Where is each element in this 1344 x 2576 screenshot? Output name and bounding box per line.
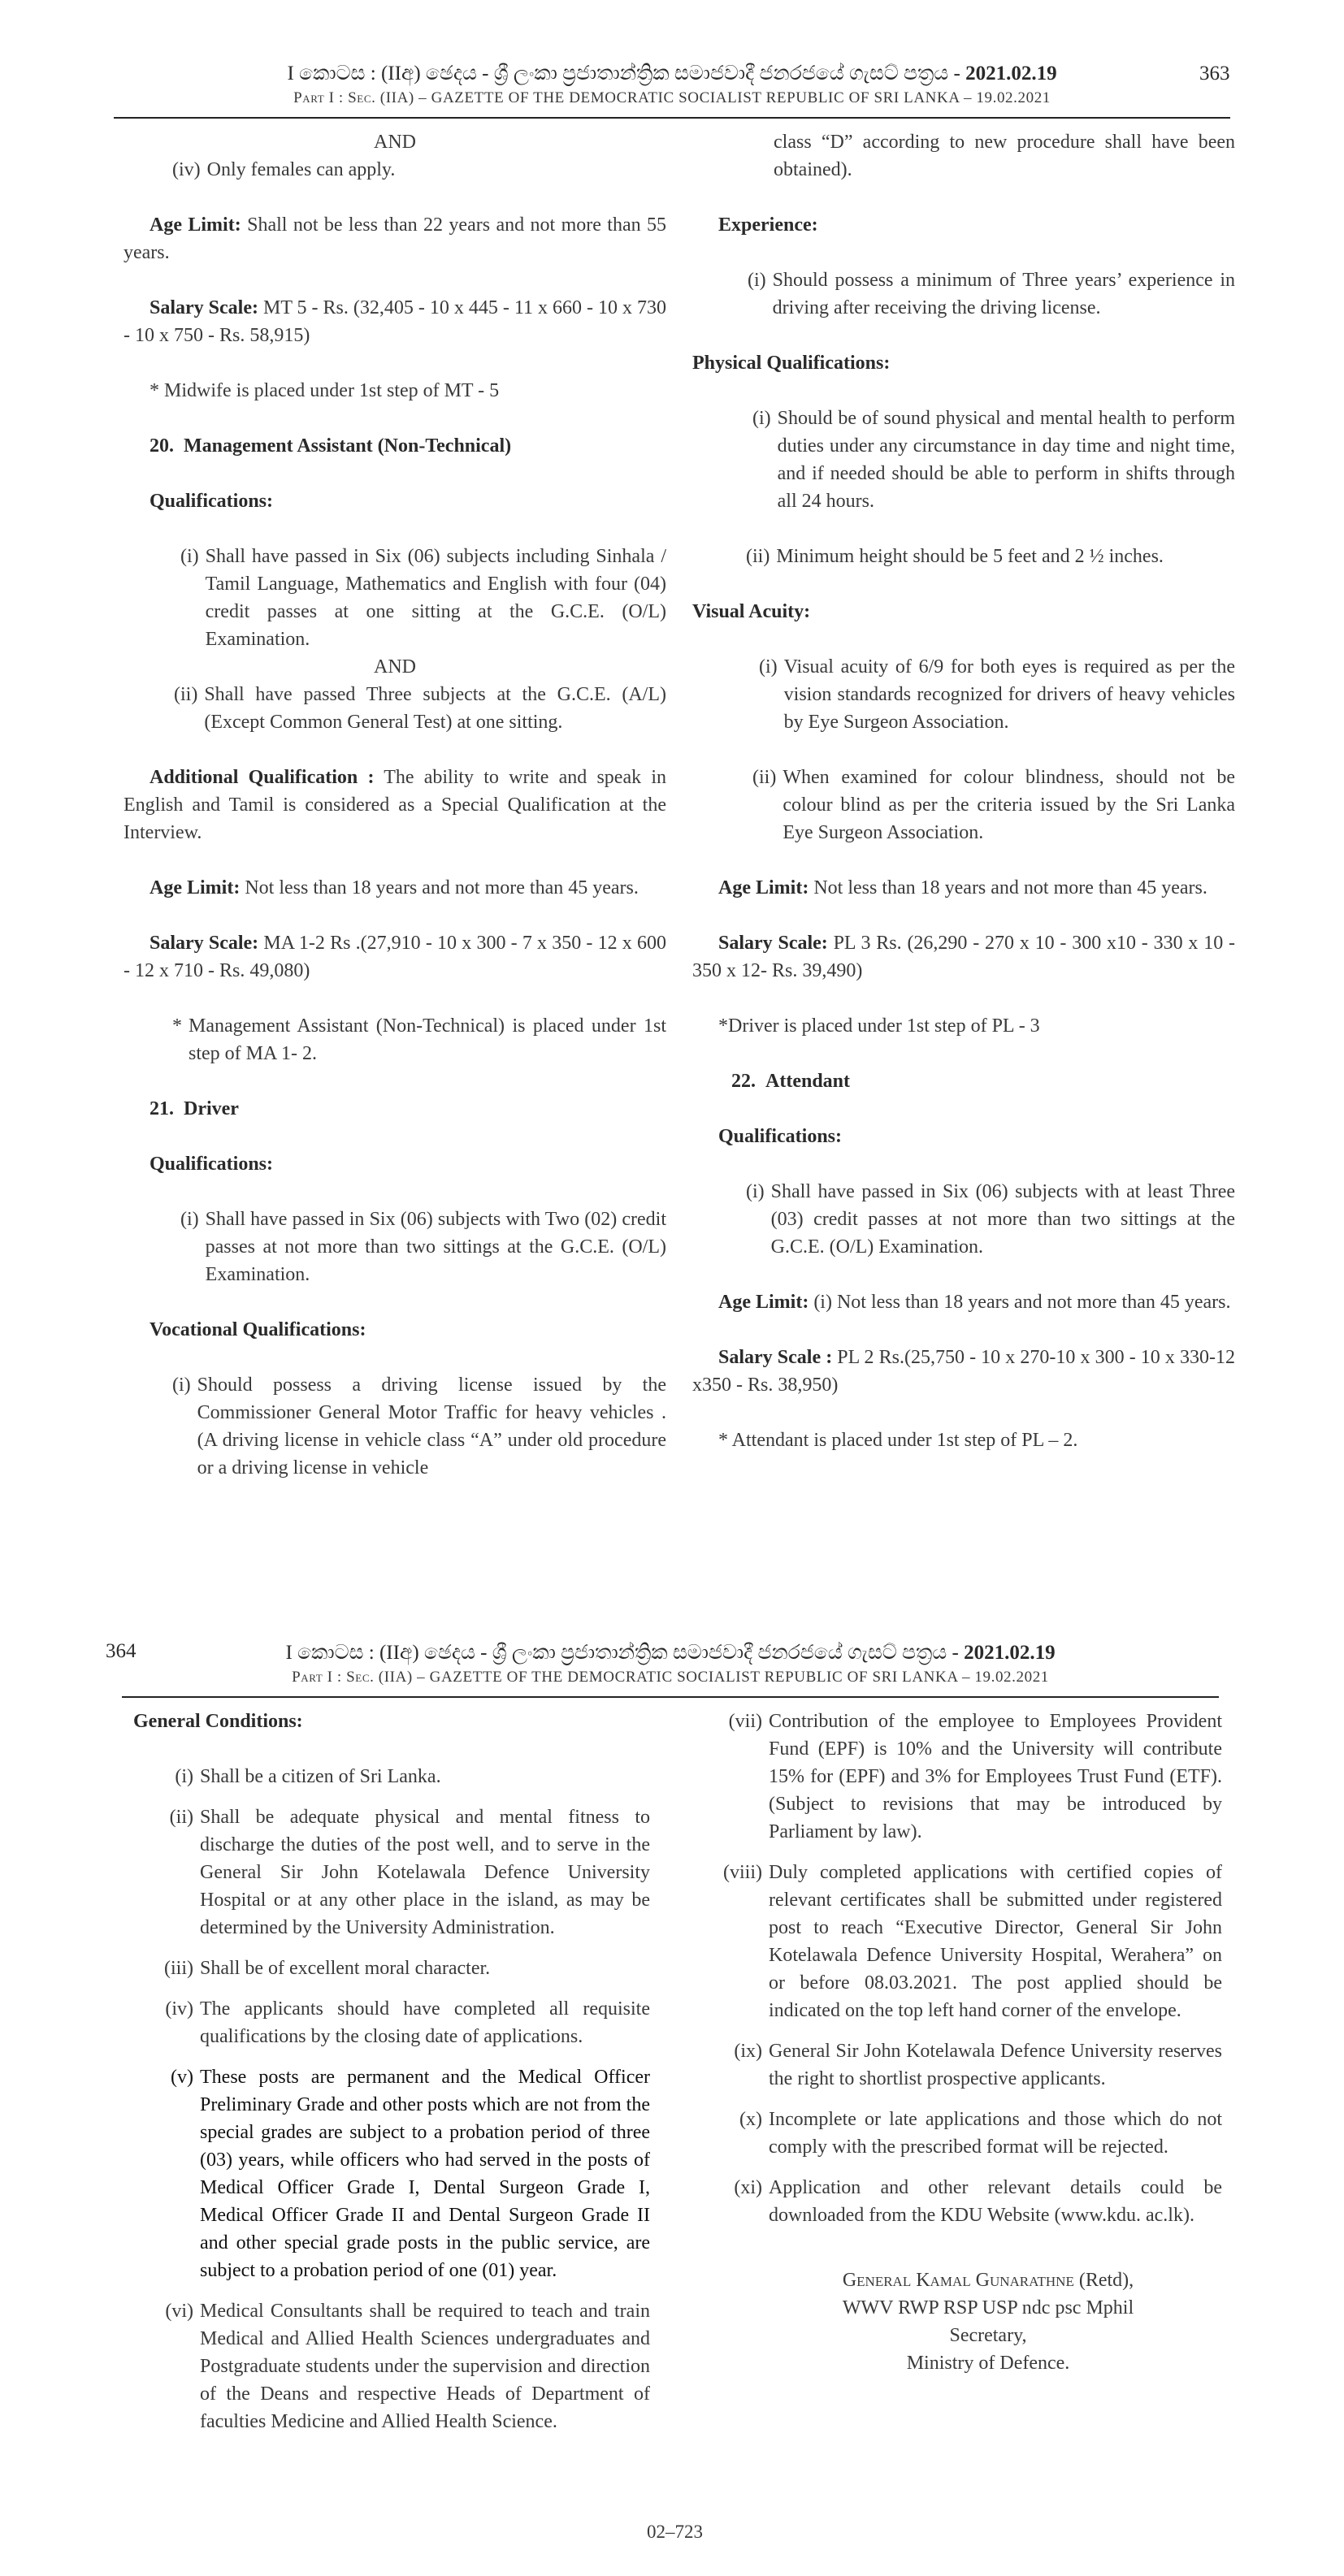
additional-qualification-paragraph (124, 764, 666, 846)
continued-text: class “D” according to new procedure shall have been obtained). (774, 132, 1235, 180)
heading-number: 21. (150, 1098, 174, 1119)
condition-item (158, 2063, 650, 2284)
page-number: 364 (106, 1640, 137, 1662)
item-text: Shall be of excellent moral character. (200, 1958, 491, 1979)
item-text: Only females can apply. (206, 159, 396, 180)
salary-text: MA 1-2 Rs .(27,910 - 10 x 300 - 7 x 350 - 12 x 600 - 12 x 710 - Rs. 49,080) (124, 933, 667, 981)
item-number: (i) (180, 1209, 199, 1230)
item-text: These posts are permanent and the Medical Officer Preliminary Grade and other posts which are not from the special grades are subject to a probation period of three (03) years, while officers who had served in the posts of Medical Officer Grade I, Dental Surgeon Grade I, Medical Officer Grade II and Dental Surgeon Grade II and other special grade posts in the public service, are subject to a probation period of one (01) year. (200, 2067, 650, 2281)
condition-item (705, 2174, 1222, 2229)
right-column (692, 128, 1235, 1454)
salary-paragraph (692, 929, 1235, 985)
qualifications-label: Qualifications: (150, 491, 274, 512)
left-column (133, 1708, 650, 2435)
midwife-note: * Midwife is placed under 1st step of MT - 5 (150, 380, 500, 401)
page-number: 363 (1199, 63, 1230, 84)
item-text: When examined for colour blindness, should not be colour blind as per the criteria issued by the Sri Lanka Eye Surgeon Association. (783, 767, 1235, 843)
driver-note: *Driver is placed under 1st step of PL - 3 (718, 1015, 1040, 1037)
condition-item (705, 1859, 1222, 2024)
heading-text: Driver (184, 1098, 239, 1119)
item-number: (vi) (165, 2301, 193, 2322)
salary-label: Salary Scale: (718, 933, 828, 954)
item-text: Application and other relevant details could be downloaded from the KDU Website (www.kdu. ac.lk). (769, 2177, 1222, 2226)
condition-item (705, 2106, 1222, 2161)
header-sinhala-text: I කොටස : (IIඅ) ඡෙදය - ශ්‍රී ලංකා ප්‍රජාතාන්ත්‍රික සමාජවාදී ජනරජයේ ගැසට් පත්‍රය - (287, 63, 966, 84)
header-sinhala-title (114, 60, 1230, 88)
condition-item (151, 1995, 650, 2050)
item-number: (xi) (734, 2177, 762, 2198)
section-heading-22 (692, 1067, 1235, 1095)
header-sinhala-text: I කොටස : (IIඅ) ඡෙදය - ශ්‍රී ලංකා ප්‍රජාතාන්ත්‍රික සමාජවාදී ජනරජයේ ගැසට් පත්‍රය - (285, 1642, 965, 1664)
list-item (759, 653, 1235, 736)
age-limit-paragraph (124, 211, 666, 266)
age-limit-label: Age Limit: (150, 214, 241, 236)
item-text: The applicants should have completed all requisite qualifications by the closing date of applications. (200, 1998, 650, 2047)
gazette-page-364 (0, 1617, 1344, 2576)
age-limit-label: Age Limit: (718, 1292, 809, 1313)
signature-block (705, 2266, 1222, 2377)
age-limit-label: Age Limit: (718, 877, 809, 898)
age-limit-label: Age Limit: (150, 877, 241, 898)
list-item (174, 681, 666, 736)
item-number: (i) (180, 546, 199, 567)
attendant-note: * Attendant is placed under 1st step of PL – 2. (718, 1430, 1078, 1451)
item-number: (iv) (165, 1998, 193, 2020)
list-item (180, 543, 666, 653)
and-text: AND (374, 656, 416, 678)
item-text: Shall have passed in Six (06) subjects with at least Three (03) credit passes at not more than two sittings at the G.C.E. (O/L) Examination. (770, 1181, 1235, 1258)
note-star: * (172, 1015, 182, 1037)
qualifications-label: Qualifications: (718, 1126, 843, 1147)
list-item (172, 156, 666, 184)
right-column (705, 1708, 1222, 2377)
age-limit-text: Not less than 18 years and not more than 45 years. (809, 877, 1207, 898)
item-number: (iv) (172, 159, 201, 180)
item-text: Should be of sound physical and mental health to perform duties under any circumstance in day time and night time, and if needed should be able to perform in shifts through all 24 hours. (777, 408, 1235, 512)
header-date: 2021.02.19 (964, 1642, 1056, 1664)
header-date: 2021.02.19 (965, 63, 1057, 84)
page-header (122, 1639, 1219, 1688)
header-english-title: Part I : Sec. (IIA) – GAZETTE OF THE DEMOCRATIC SOCIALIST REPUBLIC OF SRI LANKA – 19.02.2021 (293, 89, 1051, 106)
item-text: Shall have passed Three subjects at the G.C.E. (A/L) (Except Common General Test) at one sitting. (204, 684, 666, 733)
salary-label: Salary Scale: (150, 297, 258, 318)
item-number: (viii) (723, 1862, 762, 1883)
additional-label: Additional Qualification : (150, 767, 375, 788)
condition-item (154, 1803, 650, 1942)
qualifications-label: Qualifications: (150, 1154, 274, 1175)
item-number: (ix) (734, 2041, 762, 2062)
signatory-name (754, 2266, 1222, 2294)
condition-item (705, 1708, 1222, 1846)
signatory-name-text: General Kamal Gunarathne (842, 2270, 1074, 2291)
item-text: Duly completed applications with certified copies of relevant certificates shall be submitted under registered post to reach “Executive Director, General Sir John Kotelawala Defence University Hospital, Werahera” on or before 08.03.2021. The post applied should be indicated on the top left hand corner of the envelope. (769, 1862, 1222, 2021)
salary-text: MT 5 - Rs. (32,405 - 10 x 445 - 11 x 660 - 10 x 730 - 10 x 750 - Rs. 58,915) (124, 297, 666, 346)
age-limit-text: Shall not be less than 22 years and not more than 55 years. (124, 214, 666, 263)
age-limit-text: Not less than 18 years and not more than 45 years. (240, 877, 639, 898)
item-number: (x) (739, 2109, 762, 2130)
item-number: (i) (746, 1181, 765, 1202)
header-rule (122, 1696, 1219, 1698)
general-conditions-heading: General Conditions: (133, 1711, 303, 1732)
item-text: Medical Consultants shall be required to teach and train Medical and Allied Health Sciences undergraduates and Postgraduate students under the supervision and direction of the Deans and respective Heads of Department of faculties Medicine and Allied Health Science. (200, 2301, 650, 2432)
additional-text: The ability to write and speak in English and Tamil is considered as a Special Qualification at the Interview. (124, 767, 666, 843)
list-item (180, 1206, 666, 1288)
list-item (748, 266, 1235, 322)
item-number: (ii) (174, 684, 198, 705)
page-header (114, 60, 1230, 109)
signatory-suffix: (Retd), (1073, 2270, 1134, 2291)
age-limit-text: (i) Not less than 18 years and not more than 45 years. (809, 1292, 1231, 1313)
heading-number: 22. (731, 1071, 756, 1092)
item-text: Shall be a citizen of Sri Lanka. (200, 1766, 441, 1787)
heading-text: Management Assistant (Non-Technical) (184, 435, 512, 457)
salary-text: PL 2 Rs.(25,750 - 10 x 270-10 x 300 - 10 x 330-12 x350 - Rs. 38,950) (692, 1347, 1235, 1396)
heading-number: 20. (150, 435, 174, 457)
item-number: (i) (748, 270, 766, 291)
signatory-ministry: Ministry of Defence. (906, 2353, 1070, 2374)
salary-text: PL 3 Rs. (26,290 - 270 x 10 - 300 x10 - 330 x 10 - 350 x 12- Rs. 39,490) (692, 933, 1235, 981)
list-item (752, 405, 1235, 515)
signatory-title: Secretary, (949, 2325, 1027, 2346)
condition-item (148, 1955, 650, 1982)
item-number: (iii) (164, 1958, 193, 1979)
item-text: Shall have passed in Six (06) subjects with Two (02) credit passes at not more than two sittings at the G.C.E. (O/L) Examination. (205, 1209, 666, 1285)
salary-label: Salary Scale : (718, 1347, 833, 1368)
physical-label: Physical Qualifications: (692, 353, 891, 374)
condition-item (705, 2037, 1222, 2093)
item-text: Should possess a minimum of Three years’ experience in driving after receiving the driving license. (772, 270, 1235, 318)
item-text: General Sir John Kotelawala Defence University reserves the right to shortlist prospective applicants. (769, 2041, 1222, 2089)
item-number: (i) (172, 1375, 191, 1396)
list-item (172, 1371, 666, 1482)
list-item (746, 1178, 1235, 1261)
ma-note (172, 1012, 666, 1067)
footer-code: 02–723 (647, 2522, 703, 2542)
salary-paragraph (692, 1344, 1235, 1399)
note-text: Management Assistant (Non-Technical) is placed under 1st step of MA 1- 2. (189, 1015, 666, 1064)
item-text: Shall be adequate physical and mental fitness to discharge the duties of the post well, and to serve in the General Sir John Kotelawala Defence University Hospital or at any other place in the island, as may be determined by the University Administration. (200, 1807, 650, 1938)
item-number: (ii) (169, 1807, 193, 1828)
item-text: Minimum height should be 5 feet and 2 ½ inches. (776, 546, 1164, 567)
signatory-honours: WWV RWP RSP USP ndc psc Mphil (842, 2297, 1134, 2318)
header-english-title: Part I : Sec. (IIA) – GAZETTE OF THE DEMOCRATIC SOCIALIST REPUBLIC OF SRI LANKA – 19.02.2021 (292, 1669, 1049, 1686)
list-item (746, 543, 1235, 570)
section-heading-20 (124, 432, 666, 460)
header-rule (114, 117, 1230, 119)
age-limit-paragraph (692, 874, 1235, 902)
item-number: (i) (759, 656, 778, 678)
condition-item (163, 1763, 650, 1790)
visual-acuity-label: Visual Acuity: (692, 601, 811, 622)
salary-paragraph (124, 294, 666, 349)
experience-label: Experience: (718, 214, 818, 236)
age-limit-paragraph (124, 874, 666, 902)
condition-item (154, 2297, 650, 2435)
item-number: (i) (752, 408, 771, 429)
item-number: (v) (171, 2067, 193, 2088)
item-number: (ii) (746, 546, 770, 567)
salary-paragraph (124, 929, 666, 985)
item-text: Contribution of the employee to Employees Provident Fund (EPF) is 10% and the University will contribute 15% for (EPF) and 3% for Employees Trust Fund (ETF).(Subject to revisions that may be introduced by Parliament by law). (769, 1711, 1222, 1842)
item-number: (i) (175, 1766, 193, 1787)
left-column (124, 128, 666, 1482)
item-text: Visual acuity of 6/9 for both eyes is required as per the vision standards recognized for drivers of heavy vehicles by Eye Surgeon Association. (783, 656, 1235, 733)
and-text: AND (374, 132, 416, 153)
vocational-label: Vocational Qualifications: (150, 1319, 366, 1340)
age-limit-paragraph (692, 1288, 1235, 1316)
list-item (752, 764, 1235, 846)
item-text: Shall have passed in Six (06) subjects including Sinhala / Tamil Language, Mathematics and English with four (04) credit passes at one sitting at the G.C.E. (O/L) Examination. (205, 546, 666, 650)
item-text: Incomplete or late applications and those which do not comply with the prescribed format will be rejected. (769, 2109, 1222, 2158)
item-number: (ii) (752, 767, 777, 788)
heading-text: Attendant (765, 1071, 851, 1092)
item-text: Should possess a driving license issued by the Commissioner General Motor Traffic for heavy vehicles .(A driving license in vehicle class “A” under old procedure or a driving license in vehicle (197, 1375, 666, 1478)
item-number: (vii) (728, 1711, 762, 1732)
salary-label: Salary Scale: (150, 933, 259, 954)
header-sinhala-title (122, 1639, 1219, 1667)
section-heading-21 (124, 1095, 666, 1123)
